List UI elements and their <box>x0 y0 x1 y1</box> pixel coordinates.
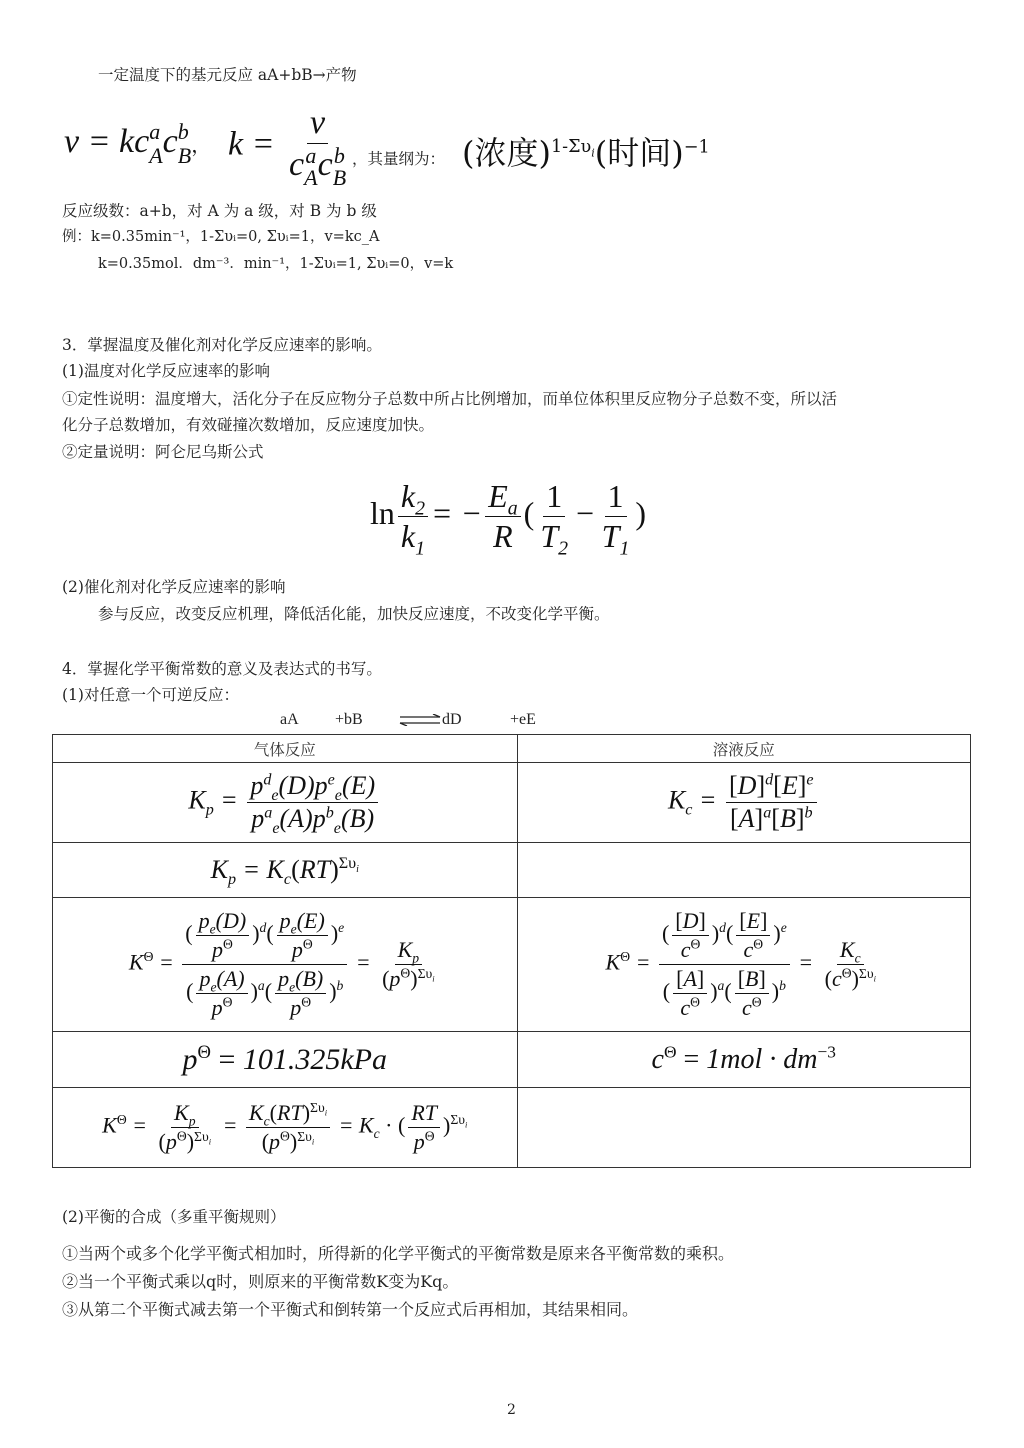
empty-cell-2 <box>517 1088 970 1168</box>
k-standard-kp-kc: $K^\Theta$ = $\frac{K_p}{(p^\Theta)^{\Sigma\upsilon_i}}$ = $\frac{K_c(RT)^{\Sigma\upsilon_i}}{(p^\Theta)^{\Sigma\upsilon_i}}$ = $K_c$ · ( $\frac{RT}{p^\Theta}$ )$^{\Sigma\upsilon_i}$ <box>53 1088 518 1168</box>
example-2: k=0.35mol．dm⁻³．min⁻¹，1-Συᵢ=1, Συᵢ=0，v=k <box>98 256 454 272</box>
section4-sub1: (1)对任意一个可逆反应： <box>62 686 239 704</box>
section4-heading: 4．掌握化学平衡常数的意义及表达式的书写。 <box>62 660 382 678</box>
k-standard-solution: $K^\Theta$ = ( $\frac{[D]}{c^\Theta}$ )$^d$( $\frac{[E]}{c^\Theta}$ )$^e$ ( $\frac{[A]}{c^\Theta}$ )$^a$( $\frac{[B]}{c^\Theta}$ )$^b$ = $\frac{K_c}{(c^\Theta)^{\Sigma\upsilon_i}}$ <box>517 898 970 1032</box>
c-standard: $c^\Theta = 1mol \cdot dm^{-3}$ <box>517 1032 970 1088</box>
equilibrium-arrow-icon <box>398 714 442 726</box>
kp-kc-relation: $K_p = K_c(RT)^{\Sigma\upsilon_i}$ <box>53 843 518 898</box>
rate-constant-formula: k = v c a A c b B <box>228 104 347 190</box>
section3-sub2: (2)催化剂对化学反应速率的影响 <box>62 578 286 596</box>
reaction-order: 反应级数：a+b，对 A 为 a 级，对 B 为 b 级 <box>62 202 377 220</box>
qualitative-line1: ①定性说明：温度增大，活化分子在反应物分子总数中所占比例增加，而单位体积里反应物分子总数不变，所以活 <box>62 390 838 408</box>
rule-1: ①当两个或多个化学平衡式相加时，所得新的化学平衡式的平衡常数是原来各平衡常数的乘积。 <box>62 1244 735 1263</box>
catalyst-text: 参与反应，改变反应机理，降低活化能，加快反应速度，不改变化学平衡。 <box>98 605 610 623</box>
intro-line: 一定温度下的基元反应 aA+bB→产物 <box>98 66 357 84</box>
dimension-label: ，其量纲为： <box>352 150 446 168</box>
example-1: 例：k=0.35min⁻¹，1-Συᵢ=0, Συᵢ=1，v=kc_A <box>62 229 380 245</box>
qualitative-line2: 化分子总数增加，有效碰撞次数增加，反应速度加快。 <box>62 416 435 434</box>
p-standard: $p^\Theta = 101.325kPa$ <box>53 1032 518 1088</box>
header-gas: 气体反应 <box>53 735 518 763</box>
section3-heading: 3．掌握温度及催化剂对化学反应速率的影响。 <box>62 336 382 354</box>
kc-definition: $K_c$ = $\frac{[D]^d[E]^e}{[A]^a[B]^b}$ <box>517 763 970 843</box>
dimension-formula: (浓度)$^{1-\Sigma\upsilon_i}$(时间)$^{-1}$ <box>462 134 710 172</box>
arrhenius-formula: ln $\frac{k_2}{k_1}$ = − $\frac{E_a}{R}$ ( $\frac{1}{T_2}$ − $\frac{1}{T_1}$ ) <box>370 478 647 560</box>
quantitative-label: ②定量说明：阿仑尼乌斯公式 <box>62 443 264 461</box>
equilibrium-constant-table <box>52 734 971 1168</box>
rule-3: ③从第二个平衡式减去第一个平衡式和倒转第一个反应式后再相加，其结果相同。 <box>62 1300 639 1319</box>
page-number: 2 <box>507 1402 516 1418</box>
empty-cell-1 <box>517 843 970 898</box>
rules-heading: (2)平衡的合成（多重平衡规则） <box>62 1208 286 1226</box>
kp-definition: $K_p$ = $\frac{p^d_e(D)p^e_e(E)}{p^a_e(A)p^b_e(B)}$ <box>53 763 518 843</box>
header-solution: 溶液反应 <box>517 735 970 763</box>
rule-2: ②当一个平衡式乘以q时，则原来的平衡常数K变为Kq。 <box>62 1272 459 1291</box>
section3-sub1: (1)温度对化学反应速率的影响 <box>62 362 270 380</box>
k-standard-gas: $K^\Theta$ = ( $\frac{p_e(D)}{p^\Theta}$ )$^d$( $\frac{p_e(E)}{p^\Theta}$ )$^e$ ( $\frac{p_e(A)}{p^\Theta}$ )$^a$( $\frac{p_e(B)}{p^\Theta}$ )$^b$ = $\frac{K_p}{(p^\Theta)^{\Sigma\upsilon_i}}$ <box>53 898 518 1032</box>
rate-law-formula: v = kc a A c b B ， <box>64 119 212 169</box>
